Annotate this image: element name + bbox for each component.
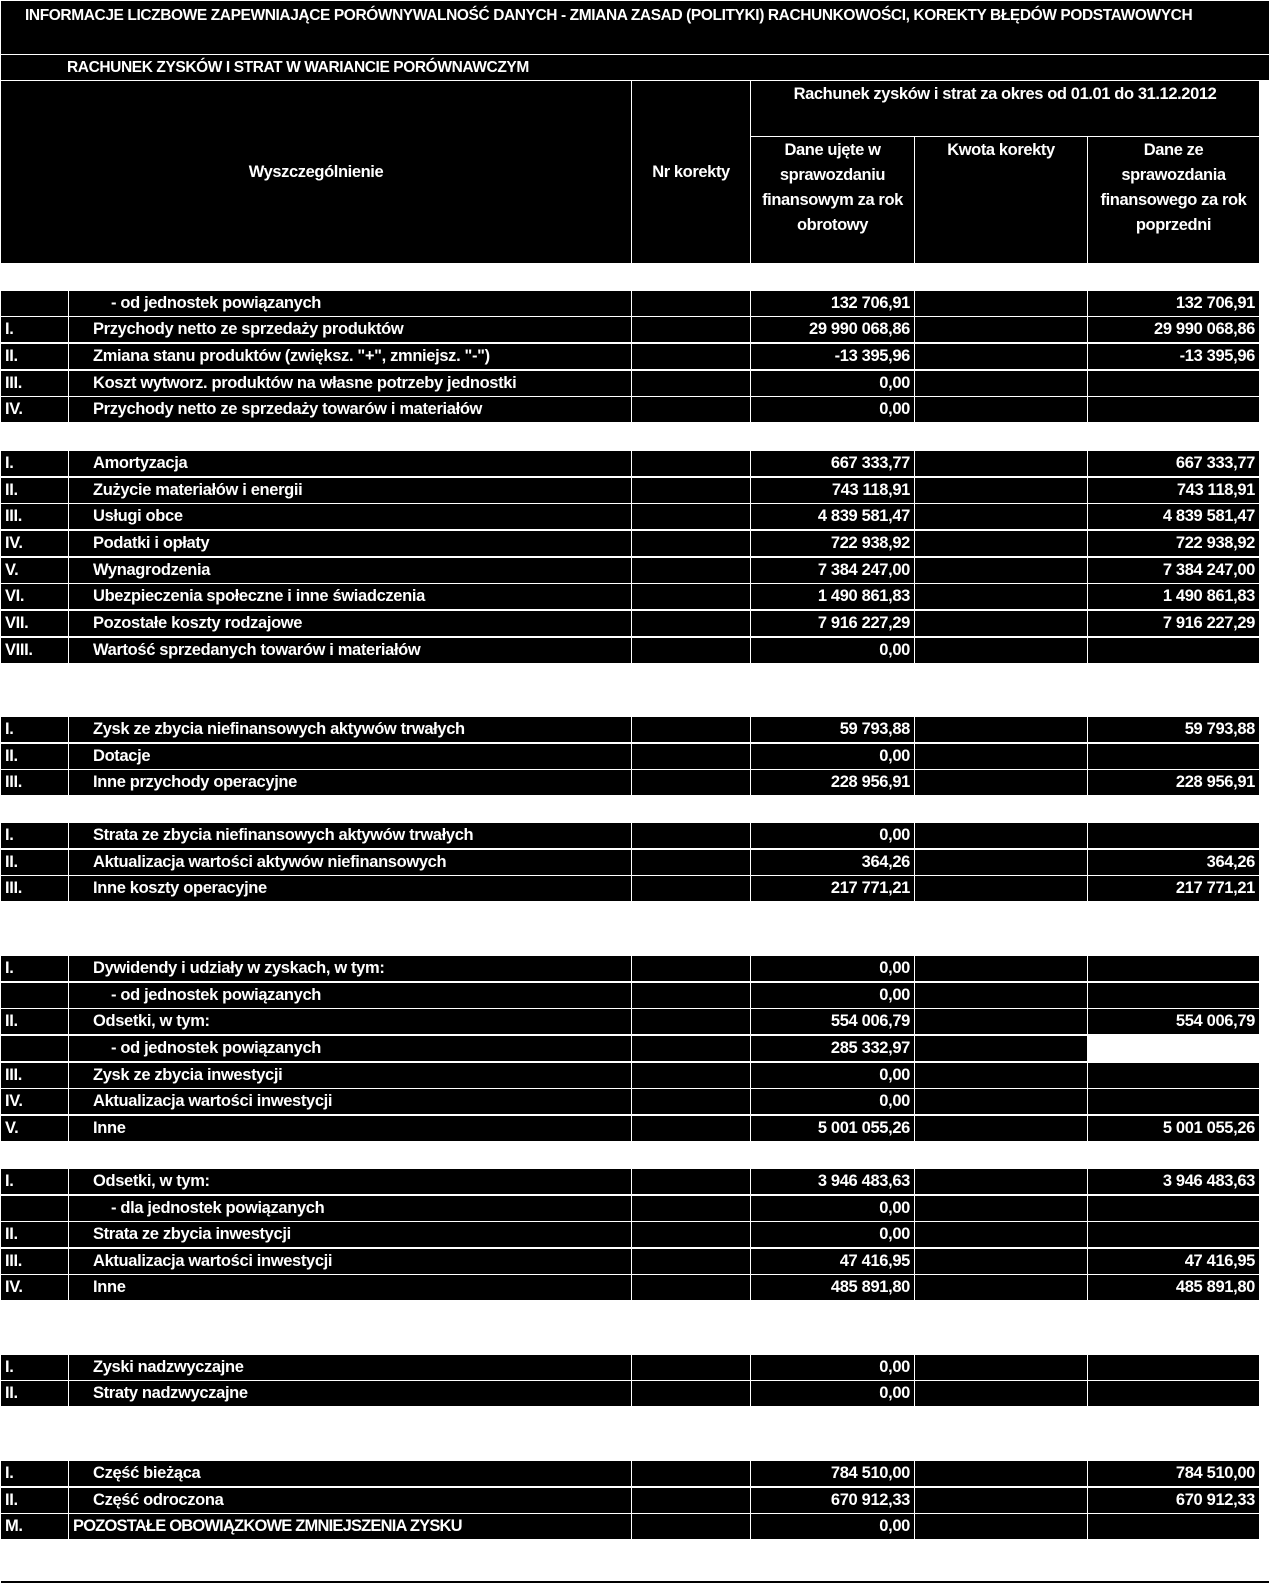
correction-amount-cell <box>915 1275 1087 1300</box>
reported-value: 4 839 581,47 <box>751 504 914 529</box>
row-number: IV. <box>1 531 68 556</box>
row-number: III. <box>1 876 68 901</box>
row-label: - od jednostek powiązanych <box>69 1036 631 1061</box>
correction-amount-cell <box>915 584 1087 609</box>
table-row <box>1 956 1269 981</box>
previous-year-value <box>1088 1355 1259 1380</box>
reported-value: 7 384 247,00 <box>751 558 914 583</box>
correction-number-cell <box>632 344 750 369</box>
reported-value: 47 416,95 <box>751 1249 914 1274</box>
previous-year-value: 364,26 <box>1088 850 1259 875</box>
row-number: I. <box>1 823 68 848</box>
bottom-rule <box>1 1581 1269 1583</box>
correction-number-cell <box>632 1249 750 1274</box>
table-row <box>1 744 1269 769</box>
correction-number-cell <box>632 1089 750 1114</box>
correction-amount-cell <box>915 823 1087 848</box>
previous-year-value: 3 946 483,63 <box>1088 1169 1259 1194</box>
previous-year-value <box>1088 1514 1259 1539</box>
correction-amount-cell <box>915 344 1087 369</box>
correction-number-cell <box>632 956 750 981</box>
row-label: Koszt wytworz. produktów na własne potrzeby jednostki <box>69 371 631 396</box>
previous-year-value <box>1088 371 1259 396</box>
reported-value: 0,00 <box>751 1381 914 1406</box>
table-row <box>1 1116 1269 1141</box>
table-row <box>1 850 1269 875</box>
row-label: Wartość sprzedanych towarów i materiałów <box>69 638 631 663</box>
table-row <box>1 584 1269 609</box>
row-number: III. <box>1 371 68 396</box>
correction-amount-cell <box>915 717 1087 742</box>
previous-year-value: 59 793,88 <box>1088 717 1259 742</box>
correction-number-cell <box>632 823 750 848</box>
row-label: Podatki i opłaty <box>69 531 631 556</box>
correction-number-cell <box>632 1222 750 1247</box>
correction-amount-cell <box>915 744 1087 769</box>
correction-number-cell <box>632 504 750 529</box>
reported-value: 0,00 <box>751 638 914 663</box>
reported-value: 285 332,97 <box>751 1036 914 1061</box>
reported-value: 0,00 <box>751 1063 914 1088</box>
previous-year-value: 670 912,33 <box>1088 1488 1259 1513</box>
table-row <box>1 1196 1269 1221</box>
previous-year-value: 554 006,79 <box>1088 1009 1259 1034</box>
reported-value: 7 916 227,29 <box>751 611 914 636</box>
report-title: INFORMACJE LICZBOWE ZAPEWNIAJĄCE PORÓWNYWALNOŚĆ DANYCH - ZMIANA ZASAD (POLITYKI) RACHUNKOWOŚCI, KOREKTY BŁĘDÓW PODSTAWOWYCH <box>25 7 1193 24</box>
correction-number-cell <box>632 1461 750 1486</box>
previous-year-value <box>1088 638 1259 663</box>
previous-year-value <box>1088 1063 1259 1088</box>
row-label: Dywidendy i udziały w zyskach, w tym: <box>69 956 631 981</box>
row-label: Część bieżąca <box>69 1461 631 1486</box>
row-label: Odsetki, w tym: <box>69 1169 631 1194</box>
col-header-reported: Dane ujęte w sprawozdaniu finansowym za rok obrotowy <box>751 137 914 263</box>
row-number: IV. <box>1 1089 68 1114</box>
correction-number-cell <box>632 1116 750 1141</box>
previous-year-value <box>1088 397 1259 422</box>
correction-amount-cell <box>915 1461 1087 1486</box>
correction-amount-cell <box>915 1036 1087 1061</box>
correction-amount-cell <box>915 531 1087 556</box>
reported-value: 0,00 <box>751 1196 914 1221</box>
table-row <box>1 770 1269 795</box>
row-number: II. <box>1 850 68 875</box>
correction-number-cell <box>632 770 750 795</box>
table-row <box>1 876 1269 901</box>
correction-amount-cell <box>915 1009 1087 1034</box>
row-label: - od jednostek powiązanych <box>69 983 631 1008</box>
correction-number-cell <box>632 1169 750 1194</box>
table-row <box>1 1381 1269 1406</box>
correction-number-cell <box>632 317 750 342</box>
table-row <box>1 317 1269 342</box>
reported-value: 1 490 861,83 <box>751 584 914 609</box>
table-row <box>1 531 1269 556</box>
report-subtitle: RACHUNEK ZYSKÓW I STRAT W WARIANCIE PORÓWNAWCZYM <box>67 59 529 76</box>
reported-value: 670 912,33 <box>751 1488 914 1513</box>
row-label: Inne <box>69 1275 631 1300</box>
previous-year-value: 132 706,91 <box>1088 291 1259 316</box>
col-header-correction-amount: Kwota korekty <box>915 137 1087 263</box>
correction-amount-cell <box>915 1169 1087 1194</box>
correction-amount-cell <box>915 770 1087 795</box>
row-number: II. <box>1 1381 68 1406</box>
previous-year-value: 485 891,80 <box>1088 1275 1259 1300</box>
correction-number-cell <box>632 1355 750 1380</box>
correction-amount-cell <box>915 1249 1087 1274</box>
reported-value: 228 956,91 <box>751 770 914 795</box>
correction-number-cell <box>632 371 750 396</box>
row-number: V. <box>1 1116 68 1141</box>
row-label: Aktualizacja wartości inwestycji <box>69 1249 631 1274</box>
table-row <box>1 1009 1269 1034</box>
row-label: - dla jednostek powiązanych <box>69 1196 631 1221</box>
correction-number-cell <box>632 397 750 422</box>
row-label: Usługi obce <box>69 504 631 529</box>
correction-amount-cell <box>915 397 1087 422</box>
correction-number-cell <box>632 451 750 476</box>
correction-amount-cell <box>915 291 1087 316</box>
row-label: Amortyzacja <box>69 451 631 476</box>
correction-number-cell <box>632 584 750 609</box>
reported-value: 0,00 <box>751 371 914 396</box>
correction-amount-cell <box>915 1381 1087 1406</box>
row-label: Dotacje <box>69 744 631 769</box>
previous-year-value: 5 001 055,26 <box>1088 1116 1259 1141</box>
correction-amount-cell <box>915 1514 1087 1539</box>
correction-amount-cell <box>915 850 1087 875</box>
reported-value: 0,00 <box>751 956 914 981</box>
previous-year-value: 47 416,95 <box>1088 1249 1259 1274</box>
reported-value: 29 990 068,86 <box>751 317 914 342</box>
row-number: IV. <box>1 397 68 422</box>
correction-amount-cell <box>915 1116 1087 1141</box>
row-number: VIII. <box>1 638 68 663</box>
row-number: II. <box>1 1009 68 1034</box>
correction-number-cell <box>632 1275 750 1300</box>
row-label: Aktualizacja wartości inwestycji <box>69 1089 631 1114</box>
correction-number-cell <box>632 876 750 901</box>
previous-year-value <box>1088 1381 1259 1406</box>
correction-number-cell <box>632 1514 750 1539</box>
correction-number-cell <box>632 611 750 636</box>
row-label: Inne <box>69 1116 631 1141</box>
row-number <box>1 983 68 1008</box>
row-number: II. <box>1 744 68 769</box>
correction-amount-cell <box>915 1196 1087 1221</box>
previous-year-value <box>1088 1036 1259 1061</box>
correction-number-cell <box>632 531 750 556</box>
reported-value: 0,00 <box>751 823 914 848</box>
previous-year-value: 722 938,92 <box>1088 531 1259 556</box>
correction-amount-cell <box>915 1355 1087 1380</box>
correction-number-cell <box>632 291 750 316</box>
correction-amount-cell <box>915 956 1087 981</box>
reported-value: 554 006,79 <box>751 1009 914 1034</box>
correction-amount-cell <box>915 504 1087 529</box>
row-label: Zużycie materiałów i energii <box>69 478 631 503</box>
row-label: Przychody netto ze sprzedaży produktów <box>69 317 631 342</box>
row-label: Zysk ze zbycia niefinansowych aktywów trwałych <box>69 717 631 742</box>
previous-year-value: -13 395,96 <box>1088 344 1259 369</box>
table-row <box>1 478 1269 503</box>
reported-value: 485 891,80 <box>751 1275 914 1300</box>
reported-value: 722 938,92 <box>751 531 914 556</box>
row-number: I. <box>1 717 68 742</box>
previous-year-value <box>1088 744 1259 769</box>
row-number: III. <box>1 1063 68 1088</box>
row-number: VI. <box>1 584 68 609</box>
table-row <box>1 983 1269 1008</box>
correction-amount-cell <box>915 558 1087 583</box>
reported-value: -13 395,96 <box>751 344 914 369</box>
table-row <box>1 1089 1269 1114</box>
table-row <box>1 451 1269 476</box>
correction-amount-cell <box>915 1488 1087 1513</box>
table-row <box>1 1036 1269 1061</box>
reported-value: 0,00 <box>751 744 914 769</box>
previous-year-value: 7 384 247,00 <box>1088 558 1259 583</box>
reported-value: 132 706,91 <box>751 291 914 316</box>
row-number: I. <box>1 317 68 342</box>
row-number: VII. <box>1 611 68 636</box>
report-subtitle-block <box>1 55 1269 80</box>
previous-year-value: 784 510,00 <box>1088 1461 1259 1486</box>
reported-value: 59 793,88 <box>751 717 914 742</box>
table-row <box>1 1355 1269 1380</box>
row-number: I. <box>1 451 68 476</box>
correction-number-cell <box>632 1381 750 1406</box>
table-row <box>1 1249 1269 1274</box>
table-row <box>1 1461 1269 1486</box>
correction-number-cell <box>632 1036 750 1061</box>
row-number <box>1 291 68 316</box>
table-row <box>1 1222 1269 1247</box>
correction-amount-cell <box>915 478 1087 503</box>
reported-value: 0,00 <box>751 1514 914 1539</box>
row-label: Ubezpieczenia społeczne i inne świadczenia <box>69 584 631 609</box>
previous-year-value: 228 956,91 <box>1088 770 1259 795</box>
previous-year-value: 743 118,91 <box>1088 478 1259 503</box>
row-label: Część odroczona <box>69 1488 631 1513</box>
previous-year-value: 217 771,21 <box>1088 876 1259 901</box>
report-title-block <box>1 1 1269 54</box>
reported-value: 0,00 <box>751 1089 914 1114</box>
row-label: Przychody netto ze sprzedaży towarów i materiałów <box>69 397 631 422</box>
previous-year-value <box>1088 823 1259 848</box>
correction-number-cell <box>632 638 750 663</box>
correction-number-cell <box>632 1009 750 1034</box>
row-number: I. <box>1 1169 68 1194</box>
row-number: III. <box>1 770 68 795</box>
previous-year-value <box>1088 983 1259 1008</box>
table-row <box>1 1169 1269 1194</box>
table-row <box>1 371 1269 396</box>
row-number: I. <box>1 956 68 981</box>
correction-number-cell <box>632 1196 750 1221</box>
reported-value: 217 771,21 <box>751 876 914 901</box>
col-header-correction-no: Nr korekty <box>632 81 750 263</box>
reported-value: 364,26 <box>751 850 914 875</box>
previous-year-value: 4 839 581,47 <box>1088 504 1259 529</box>
previous-year-value <box>1088 1196 1259 1221</box>
correction-amount-cell <box>915 317 1087 342</box>
row-label: Straty nadzwyczajne <box>69 1381 631 1406</box>
row-number: I. <box>1 1461 68 1486</box>
correction-number-cell <box>632 850 750 875</box>
table-row <box>1 1488 1269 1513</box>
row-label: Zmiana stanu produktów (zwiększ. "+", zmniejsz. "-") <box>69 344 631 369</box>
reported-value: 784 510,00 <box>751 1461 914 1486</box>
row-label: Zyski nadzwyczajne <box>69 1355 631 1380</box>
table-row <box>1 504 1269 529</box>
reported-value: 743 118,91 <box>751 478 914 503</box>
previous-year-value: 667 333,77 <box>1088 451 1259 476</box>
row-number: M. <box>1 1514 68 1539</box>
row-number: II. <box>1 1222 68 1247</box>
table-row <box>1 611 1269 636</box>
reported-value: 667 333,77 <box>751 451 914 476</box>
row-number <box>1 1196 68 1221</box>
row-label: Strata ze zbycia niefinansowych aktywów trwałych <box>69 823 631 848</box>
reported-value: 0,00 <box>751 397 914 422</box>
previous-year-value: 7 916 227,29 <box>1088 611 1259 636</box>
correction-number-cell <box>632 717 750 742</box>
row-number: II. <box>1 1488 68 1513</box>
correction-amount-cell <box>915 1063 1087 1088</box>
row-number: I. <box>1 1355 68 1380</box>
correction-amount-cell <box>915 611 1087 636</box>
correction-number-cell <box>632 1488 750 1513</box>
correction-report <box>1 1 1269 1583</box>
table-row <box>1 1275 1269 1300</box>
table-row <box>1 1063 1269 1088</box>
row-label: Inne koszty operacyjne <box>69 876 631 901</box>
correction-amount-cell <box>915 451 1087 476</box>
reported-value: 0,00 <box>751 983 914 1008</box>
table-row <box>1 291 1269 316</box>
row-number: III. <box>1 1249 68 1274</box>
correction-amount-cell <box>915 876 1087 901</box>
table-row <box>1 1514 1269 1539</box>
reported-value: 0,00 <box>751 1355 914 1380</box>
reported-value: 3 946 483,63 <box>751 1169 914 1194</box>
row-label: Pozostałe koszty rodzajowe <box>69 611 631 636</box>
table-row <box>1 823 1269 848</box>
row-label: Wynagrodzenia <box>69 558 631 583</box>
row-number: II. <box>1 344 68 369</box>
row-number: IV. <box>1 1275 68 1300</box>
table-row <box>1 558 1269 583</box>
correction-amount-cell <box>915 983 1087 1008</box>
row-number: III. <box>1 504 68 529</box>
col-header-description: Wyszczególnienie <box>1 81 631 263</box>
row-label: POZOSTAŁE OBOWIĄZKOWE ZMNIEJSZENIA ZYSKU <box>69 1514 631 1539</box>
col-header-period: Rachunek zysków i strat za okres od 01.01 do 31.12.2012 <box>751 81 1259 136</box>
correction-number-cell <box>632 1063 750 1088</box>
col-header-previous: Dane ze sprawozdania finansowego za rok poprzedni <box>1088 137 1259 263</box>
table-row <box>1 717 1269 742</box>
correction-number-cell <box>632 983 750 1008</box>
reported-value: 0,00 <box>751 1222 914 1247</box>
previous-year-value: 29 990 068,86 <box>1088 317 1259 342</box>
correction-number-cell <box>632 558 750 583</box>
row-label: - od jednostek powiązanych <box>69 291 631 316</box>
row-number: II. <box>1 478 68 503</box>
row-number <box>1 1036 68 1061</box>
correction-number-cell <box>632 478 750 503</box>
row-label: Strata ze zbycia inwestycji <box>69 1222 631 1247</box>
reported-value: 5 001 055,26 <box>751 1116 914 1141</box>
row-label: Zysk ze zbycia inwestycji <box>69 1063 631 1088</box>
row-label: Inne przychody operacyjne <box>69 770 631 795</box>
previous-year-value <box>1088 956 1259 981</box>
correction-amount-cell <box>915 1089 1087 1114</box>
row-number: V. <box>1 558 68 583</box>
row-label: Aktualizacja wartości aktywów niefinansowych <box>69 850 631 875</box>
table-row <box>1 638 1269 663</box>
previous-year-value <box>1088 1089 1259 1114</box>
previous-year-value <box>1088 1222 1259 1247</box>
correction-amount-cell <box>915 638 1087 663</box>
table-row <box>1 397 1269 422</box>
row-label: Odsetki, w tym: <box>69 1009 631 1034</box>
correction-amount-cell <box>915 371 1087 396</box>
correction-amount-cell <box>915 1222 1087 1247</box>
table-row <box>1 344 1269 369</box>
correction-number-cell <box>632 744 750 769</box>
previous-year-value: 1 490 861,83 <box>1088 584 1259 609</box>
